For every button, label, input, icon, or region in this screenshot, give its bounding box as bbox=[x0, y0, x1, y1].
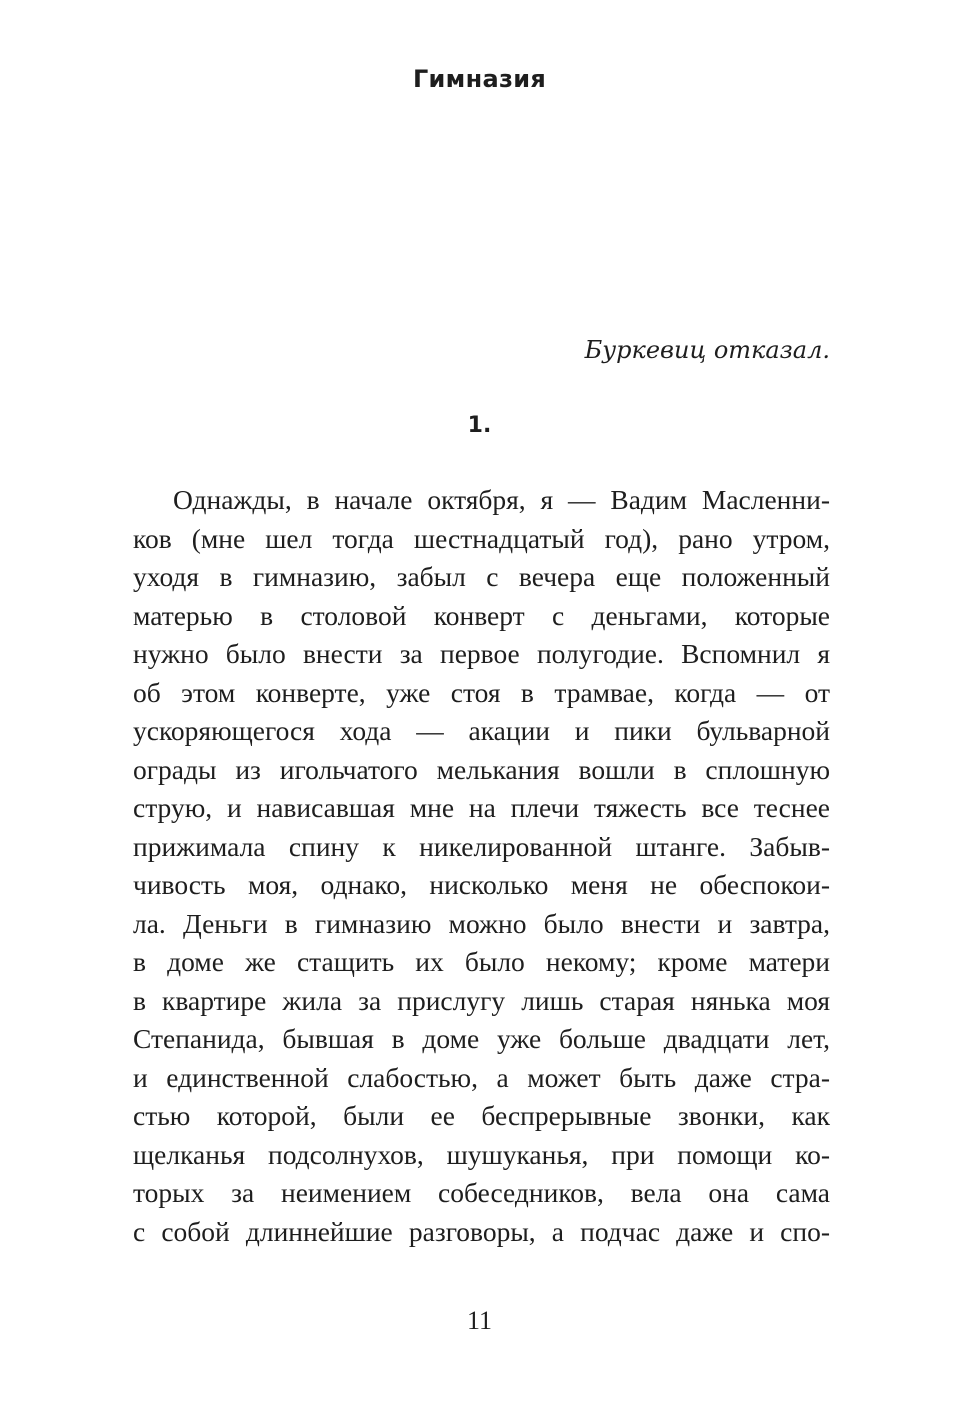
text-line: и единственной слабостью, а может быть даже стра- bbox=[133, 1061, 830, 1093]
text-line: уходя в гимназию, забыл с вечера еще положенный bbox=[133, 561, 830, 592]
text-line: матерью в столовой конверт с деньгами, которые bbox=[133, 599, 830, 631]
text-line: Однажды, в начале октября, я — Вадим Масленни- bbox=[173, 484, 830, 515]
text-line: ограды из игольчатого мелькания вошли в сплошную bbox=[133, 753, 830, 785]
text-line: нужно было внести за первое полугодие. Вспомнил я bbox=[133, 638, 830, 669]
text-line: ла. Деньги в гимназию можно было внести и завтра, bbox=[133, 907, 830, 939]
text-line: с собой длиннейшие разговоры, а подчас даже и спо- bbox=[133, 1215, 830, 1247]
body-text bbox=[133, 481, 830, 1251]
text-line: в квартире жила за прислугу лишь старая нянька моя bbox=[133, 984, 830, 1016]
epigraph: Буркевиц отказал. bbox=[584, 336, 830, 364]
text-line: чивость моя, однако, нисколько меня не обеспокои- bbox=[133, 869, 830, 900]
page-number: 11 bbox=[466, 1306, 493, 1335]
text-line: об этом конверте, уже стоя в трамвае, когда — от bbox=[133, 676, 830, 708]
text-line: ков (мне шел тогда шестнадцатый год), рано утром, bbox=[133, 522, 830, 554]
text-line: Степанида, бывшая в доме уже больше двадцати лет, bbox=[133, 1023, 830, 1054]
text-line: ускоряющегося хода — акации и пики бульварной bbox=[133, 715, 830, 746]
text-line: струю, и нависавшая мне на плечи тяжесть все теснее bbox=[133, 792, 830, 823]
chapter-title: Гимназия bbox=[412, 65, 547, 93]
text-line: стью которой, были ее беспрерывные звонки, как bbox=[133, 1100, 830, 1131]
text-line: щелканья подсолнухов, шушуканья, при помощи ко- bbox=[133, 1138, 830, 1170]
text-line: в доме же стащить их было некому; кроме матери bbox=[133, 946, 830, 977]
section-number: 1. bbox=[467, 413, 492, 438]
text-line: прижимала спину к никелированной штанге. Забыв- bbox=[133, 830, 830, 862]
text-line: торых за неимением собеседников, вела она сама bbox=[133, 1177, 830, 1208]
